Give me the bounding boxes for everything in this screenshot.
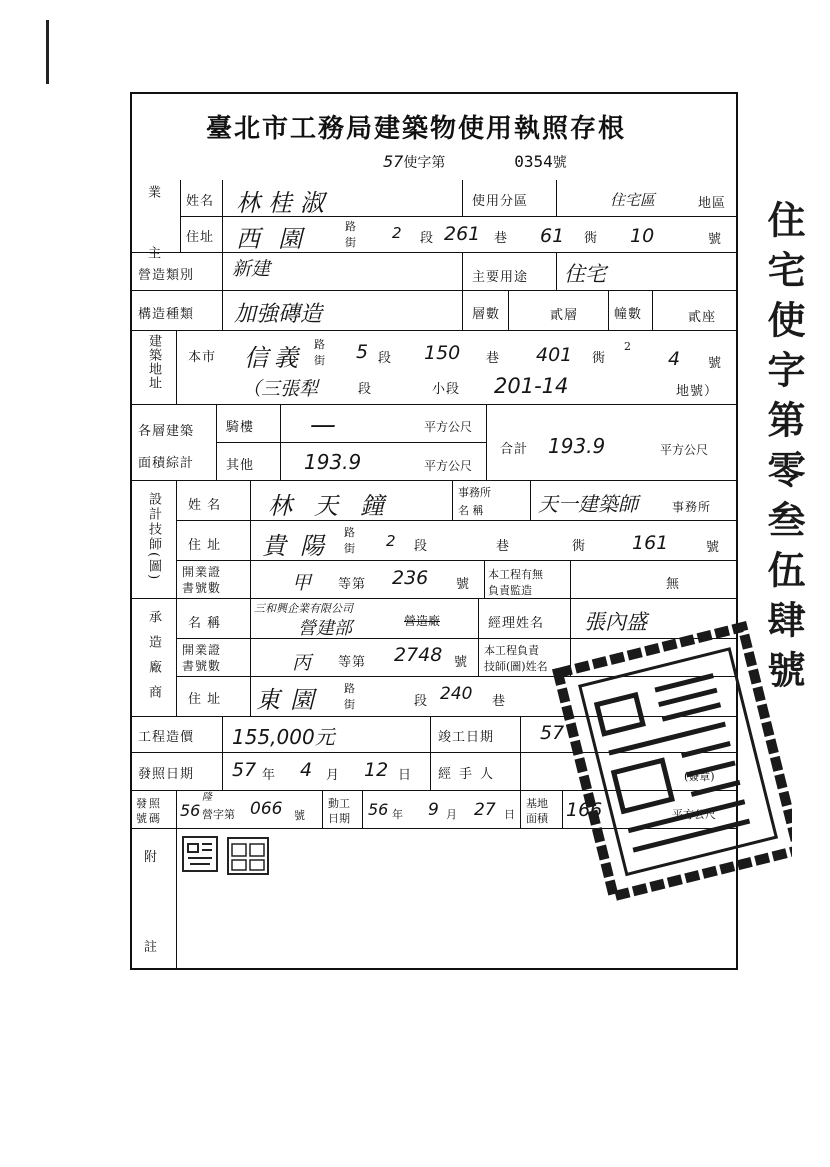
tech-label-bottom: 技師(圖)姓名: [484, 660, 548, 673]
designer-office-label-bottom: 名 稱: [458, 504, 484, 517]
owner-alley-no: 61: [540, 225, 565, 247]
start-day: 27: [474, 800, 496, 820]
build-permit-note: 隆: [202, 792, 212, 803]
right-margin-text: 住宅使字第零叁伍肆號: [761, 200, 806, 700]
col-divider: [176, 480, 177, 716]
issue-day-unit: 日: [398, 768, 413, 783]
cost-label: 工程造價: [138, 730, 195, 745]
area-label-bottom: 面積綜計: [138, 456, 195, 471]
site-subsection-label: 小段: [432, 382, 461, 397]
site-lot-unit: 地號）: [676, 384, 719, 399]
owner-alley-unit: 衖: [584, 231, 599, 246]
contractor-license-label-top: 開業證: [182, 643, 222, 657]
col-divider: [608, 290, 609, 330]
contractor-license-suffix: 號: [454, 655, 469, 670]
site-number: 4: [668, 348, 681, 370]
completion-value: 57: [540, 722, 565, 744]
site-district: （三張犁: [242, 378, 319, 400]
contractor-lane: 240: [440, 684, 473, 704]
handler-stamp-label: (簽章): [684, 770, 715, 783]
site-lane: 150: [424, 342, 461, 364]
total-value: 193.9: [548, 434, 606, 458]
supervisor-label-bottom: 負責監造: [488, 584, 532, 597]
construction-type-value: 新建: [232, 258, 271, 280]
designer-road-label: 路: [344, 526, 355, 539]
main-use-value: 住宅: [564, 262, 606, 286]
col-divider: [556, 252, 557, 290]
col-divider: [486, 404, 487, 480]
other-value: 193.9: [304, 450, 362, 474]
col-divider: [216, 404, 217, 480]
arcade-value: —: [310, 410, 334, 440]
owner-number-unit: 號: [708, 232, 723, 247]
owner-name-value: 林桂淑: [236, 189, 332, 217]
designer-alley-unit: 衖: [572, 539, 587, 554]
col-divider: [222, 180, 223, 252]
owner-name-label: 姓名: [186, 194, 215, 209]
supervisor-value: 無: [666, 577, 681, 592]
designer-address-label: 住 址: [188, 538, 222, 553]
contractor-road-label: 路: [344, 682, 355, 695]
issue-year-unit: 年: [262, 768, 277, 783]
designer-office-suffix: 事務所: [672, 500, 712, 514]
base-value: 166: [566, 799, 603, 821]
other-label: 其他: [226, 458, 255, 473]
structure-label: 構造種類: [138, 307, 195, 322]
remarks-label-top: 附: [144, 850, 159, 865]
handler-label: 經手人: [438, 767, 502, 782]
designer-label: 設計技師(圖): [146, 492, 161, 582]
site-number-note: 2: [624, 340, 631, 353]
owner-lane-unit: 巷: [494, 231, 509, 246]
left-margin-mark: [46, 20, 49, 84]
col-divider: [462, 180, 463, 216]
permit-prefix: 57: [383, 152, 404, 171]
col-divider: [520, 790, 521, 828]
site-road-label: 路: [314, 338, 325, 351]
site-road: 信義: [244, 344, 304, 372]
base-unit: 平方公尺: [672, 808, 716, 821]
page-title: 臺北市工務局建築物使用執照存根: [206, 114, 627, 144]
build-permit-label-bottom: 號碼: [136, 812, 162, 825]
issue-month-unit: 月: [326, 768, 341, 783]
designer-address-road: 貴陽: [262, 532, 338, 560]
col-divider: [570, 560, 571, 598]
build-permit-mid: 營字第: [202, 808, 235, 821]
contractor-section-unit: 段: [414, 694, 429, 709]
start-label-top: 動工: [328, 797, 350, 810]
col-divider: [222, 716, 223, 790]
col-divider: [462, 252, 463, 330]
arcade-label: 騎樓: [226, 420, 255, 435]
floors-value: 貳層: [550, 308, 579, 323]
designer-license-label-top: 開業證: [182, 565, 222, 579]
base-label-bottom: 面積: [526, 812, 548, 825]
issue-day: 12: [364, 759, 389, 781]
site-label: 建築地址: [146, 334, 161, 390]
blocks-label: 幢數: [614, 307, 643, 322]
designer-street-label: 街: [344, 542, 355, 555]
col-divider: [520, 716, 521, 790]
permit-number: 0354: [514, 152, 553, 171]
contractor-license-no: 2748: [394, 644, 443, 666]
issue-year: 57: [232, 759, 257, 781]
subrow-divider: [216, 442, 486, 443]
build-permit-label-top: 發照: [136, 797, 162, 810]
contractor-address-road: 東園: [256, 686, 324, 714]
owner-lane-no: 261: [444, 223, 481, 245]
col-divider: [176, 790, 177, 970]
site-section-unit: 段: [378, 351, 393, 366]
completion-label: 竣工日期: [438, 730, 495, 745]
contractor-license-grade: 丙: [292, 652, 312, 674]
remarks-label-bottom: 註: [144, 940, 159, 955]
site-alley: 401: [536, 344, 573, 366]
row-divider: [130, 480, 738, 481]
structure-value: 加強磚造: [234, 302, 323, 327]
owner-section-no: 2: [392, 224, 402, 242]
contractor-lane-unit: 巷: [492, 694, 507, 709]
designer-number: 161: [632, 532, 669, 554]
other-unit: 平方公尺: [424, 459, 473, 473]
col-divider: [176, 330, 177, 404]
tech-label-top: 本工程負責: [484, 644, 539, 657]
start-month-unit: 月: [446, 808, 457, 821]
build-permit-year: 56: [180, 801, 201, 820]
row-divider: [130, 330, 738, 331]
site-city: 本市: [188, 350, 217, 365]
designer-section-unit: 段: [414, 539, 429, 554]
owner-address-label: 住址: [186, 230, 215, 245]
contractor-name-struck: 營造廠: [404, 614, 441, 628]
contractor-license-mid: 等第: [338, 655, 367, 670]
contractor-street-label: 街: [344, 698, 355, 711]
designer-license-label-bottom: 書號數: [182, 581, 222, 595]
row-divider: [130, 404, 738, 405]
contractor-name-label: 名 稱: [188, 616, 222, 631]
designer-office-label-top: 事務所: [458, 486, 491, 499]
col-divider: [430, 716, 431, 790]
col-divider: [652, 290, 653, 330]
designer-license-suffix: 號: [456, 577, 471, 592]
start-label-bottom: 日期: [328, 812, 350, 825]
contractor-license-label-bottom: 書號數: [182, 659, 222, 673]
owner-street-label: 街: [345, 236, 356, 249]
manager-value: 張內盛: [584, 610, 647, 634]
owner-section-label: 業 主: [145, 185, 160, 282]
contractor-address-label: 住 址: [188, 692, 222, 707]
blocks-value: 貳座: [688, 310, 717, 325]
col-divider: [484, 560, 485, 598]
start-month: 9: [428, 800, 439, 820]
start-day-unit: 日: [504, 808, 515, 821]
subrow-divider: [176, 560, 738, 561]
total-label: 合計: [500, 442, 529, 457]
permit-suffix: 號: [552, 155, 567, 171]
zone-label: 使用分區: [472, 194, 529, 209]
designer-name-value: 林天鐘: [268, 492, 406, 520]
subrow-divider: [176, 520, 738, 521]
build-permit-suffix: 號: [294, 809, 305, 822]
site-lane-unit: 巷: [486, 351, 501, 366]
main-use-label: 主要用途: [472, 270, 529, 285]
start-year: 56: [368, 800, 389, 819]
zone-value: 住宅區: [610, 191, 656, 209]
area-label-top: 各層建築: [138, 424, 195, 439]
owner-number: 10: [630, 225, 655, 247]
contractor-name-line2: 營建部: [298, 618, 352, 639]
owner-section-unit: 段: [420, 231, 435, 246]
manager-label: 經理姓名: [488, 616, 545, 631]
cost-value: 155,000元: [232, 725, 335, 749]
permit-prefix-label: 使字第: [403, 155, 446, 171]
col-divider: [280, 404, 281, 480]
col-divider: [530, 480, 531, 520]
site-number-unit: 號: [708, 356, 723, 371]
site-lot: 201-14: [494, 374, 569, 398]
base-label-top: 基地: [526, 797, 548, 810]
designer-name-label: 姓 名: [188, 498, 222, 513]
designer-lane-unit: 巷: [496, 539, 511, 554]
site-alley-unit: 衖: [592, 351, 607, 366]
owner-address-road: 西園: [236, 225, 320, 253]
designer-license-grade: 甲: [292, 572, 312, 594]
small-seal-2: [226, 836, 270, 876]
col-divider: [180, 180, 181, 252]
col-divider: [452, 480, 453, 520]
designer-number-unit: 號: [706, 540, 721, 555]
designer-license-no: 236: [392, 567, 429, 589]
site-district-section-unit: 段: [358, 382, 373, 397]
contractor-label: 承造廠商: [146, 610, 161, 710]
site-street-label: 街: [314, 354, 325, 367]
start-year-unit: 年: [392, 808, 403, 821]
col-divider: [322, 790, 323, 828]
small-seal-1: [180, 834, 220, 874]
col-divider: [556, 180, 557, 216]
owner-road-label: 路: [345, 220, 356, 233]
contractor-name-line1: 三和興企業有限公司: [254, 602, 353, 615]
designer-office-value: 天一建築師: [538, 492, 638, 516]
col-divider: [222, 252, 223, 330]
supervisor-label-top: 本工程有無: [488, 568, 543, 581]
issue-label: 發照日期: [138, 767, 195, 782]
site-section: 5: [356, 341, 369, 363]
designer-license-mid: 等第: [338, 577, 367, 592]
construction-type-label: 營造類別: [138, 268, 195, 283]
zone-suffix: 地區: [698, 196, 727, 211]
issue-month: 4: [300, 759, 313, 781]
col-divider: [362, 790, 363, 828]
col-divider: [478, 598, 479, 676]
col-divider: [508, 290, 509, 330]
total-unit: 平方公尺: [660, 443, 709, 457]
arcade-unit: 平方公尺: [424, 420, 473, 434]
floors-label: 層數: [472, 307, 501, 322]
build-permit-no: 066: [250, 799, 283, 819]
col-divider: [250, 480, 251, 716]
designer-section: 2: [386, 532, 396, 550]
